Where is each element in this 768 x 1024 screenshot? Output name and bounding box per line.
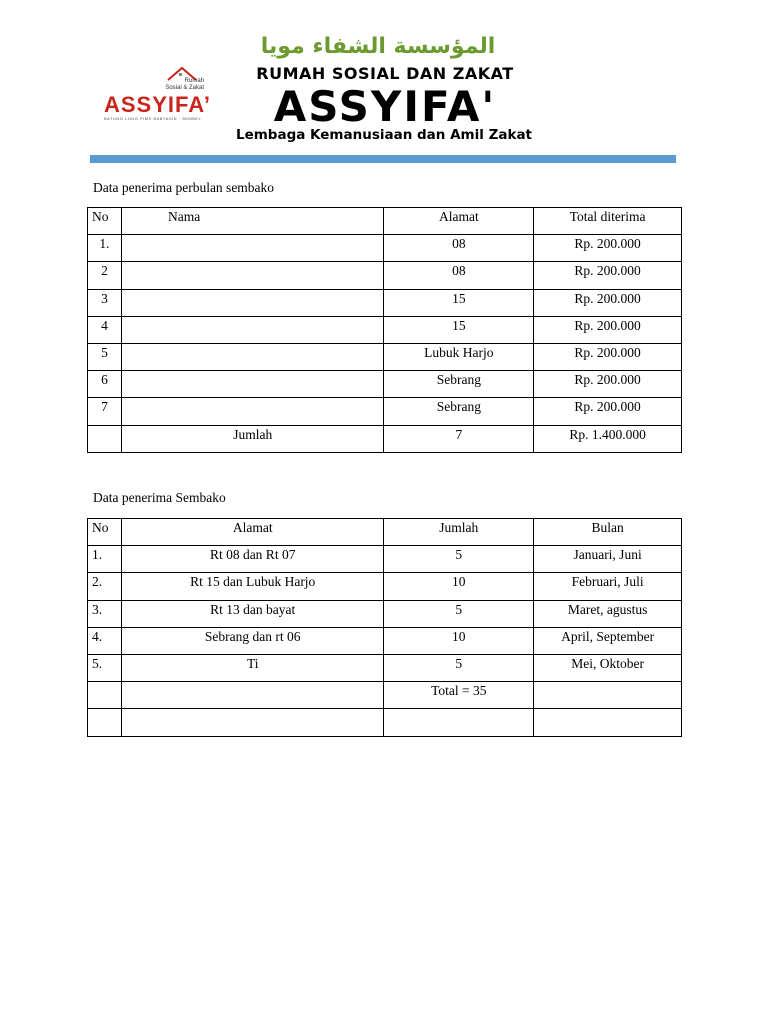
table-cell: 5: [384, 600, 534, 627]
table-cell: Rt 13 dan bayat: [121, 600, 383, 627]
table-cell: Jumlah: [121, 425, 384, 452]
table-row: [88, 600, 682, 627]
table-cell: Rp. 200.000: [534, 371, 682, 398]
table-cell: Rt 08 dan Rt 07: [121, 546, 383, 573]
table-row: [88, 627, 682, 654]
table-cell: 3: [88, 289, 122, 316]
table-cell: Rp. 200.000: [534, 343, 682, 370]
column-header: Jumlah: [384, 519, 534, 546]
logo-tagline: BATUNG LONG PIMS BABYASIN · SEMBEL: [104, 116, 202, 121]
column-header: Alamat: [384, 208, 534, 235]
table-row: [88, 709, 682, 736]
column-header: Bulan: [534, 519, 682, 546]
table-cell: 10: [384, 573, 534, 600]
brand-title: ASSYIFA': [273, 82, 497, 131]
assyifa-logo: [100, 64, 220, 124]
table-cell: 15: [384, 289, 534, 316]
table-row: [88, 546, 682, 573]
table-cell: [121, 289, 384, 316]
table-cell: [121, 709, 383, 736]
table-row: [88, 398, 682, 425]
table-cell: Rp. 200.000: [534, 262, 682, 289]
table-cell: [121, 316, 384, 343]
table-cell: 15: [384, 316, 534, 343]
column-header: No: [88, 208, 122, 235]
table-cell: Januari, Juni: [534, 546, 682, 573]
table-cell: Rp. 200.000: [534, 316, 682, 343]
table-row: [88, 289, 682, 316]
table-cell: Mei, Oktober: [534, 654, 682, 681]
table-cell: 5.: [88, 654, 122, 681]
table-cell: April, September: [534, 627, 682, 654]
table1-caption: Data penerima perbulan sembako: [93, 180, 275, 195]
table-row: [88, 343, 682, 370]
column-header: Total diterima: [534, 208, 682, 235]
table-cell: 2: [88, 262, 122, 289]
table-cell: 10: [384, 627, 534, 654]
table-cell: Rp. 1.400.000: [534, 425, 682, 452]
table-cell: [121, 262, 384, 289]
table-cell: 6: [88, 371, 122, 398]
table-cell: 08: [384, 262, 534, 289]
table-cell: 08: [384, 235, 534, 262]
table-cell: 1.: [88, 235, 122, 262]
table-cell: 5: [88, 343, 122, 370]
table-cell: [384, 709, 534, 736]
arabic-name: المؤسسة الشفاء مويا: [260, 34, 496, 59]
column-header: Nama: [121, 208, 384, 235]
table-cell: Ti: [121, 654, 383, 681]
table-cell: Total = 35: [384, 682, 534, 709]
table-cell: [121, 343, 384, 370]
org-line: RUMAH SOSIAL DAN ZAKAT: [256, 64, 514, 83]
table-row: [88, 573, 682, 600]
table-row: [88, 235, 682, 262]
letterhead: [0, 0, 768, 170]
table-cell: Rp. 200.000: [534, 235, 682, 262]
table-row: [88, 371, 682, 398]
table-cell: 2.: [88, 573, 122, 600]
table-cell: [121, 398, 384, 425]
table-cell: [88, 709, 122, 736]
table-cell: 7: [384, 425, 534, 452]
logo-small-line2: Sosial & Zakat: [165, 85, 204, 91]
table-cell: Maret, agustus: [534, 600, 682, 627]
header-row: [88, 519, 682, 546]
monthly-recipients-table: [87, 207, 682, 453]
table-cell: [534, 709, 682, 736]
table-cell: Rp. 200.000: [534, 289, 682, 316]
table-row: [88, 682, 682, 709]
logo-small-line1: Rumah: [184, 78, 204, 84]
table-cell: 7: [88, 398, 122, 425]
table-cell: Februari, Juli: [534, 573, 682, 600]
table-cell: Sebrang dan rt 06: [121, 627, 383, 654]
column-header: Alamat: [121, 519, 383, 546]
table-cell: [88, 682, 122, 709]
table-row: [88, 654, 682, 681]
table-cell: Rt 15 dan Lubuk Harjo: [121, 573, 383, 600]
sembako-recipients-table: [87, 518, 682, 737]
table-cell: 3.: [88, 600, 122, 627]
table-cell: [121, 682, 383, 709]
column-header: No: [88, 519, 122, 546]
table-row: [88, 262, 682, 289]
logo-brand: ASSYIFA’: [104, 92, 212, 117]
table-cell: [534, 682, 682, 709]
table-cell: [121, 371, 384, 398]
header-row: [88, 208, 682, 235]
table-row: [88, 316, 682, 343]
table-row: [88, 425, 682, 452]
table-cell: [88, 425, 122, 452]
table-cell: 4: [88, 316, 122, 343]
table2-caption: Data penerima Sembako: [93, 490, 226, 505]
table-cell: 5: [384, 654, 534, 681]
table-cell: Sebrang: [384, 371, 534, 398]
accent-divider: [90, 155, 676, 163]
org-subtitle: Lembaga Kemanusiaan dan Amil Zakat: [235, 127, 533, 143]
table-cell: Sebrang: [384, 398, 534, 425]
table-cell: [121, 235, 384, 262]
table-cell: Rp. 200.000: [534, 398, 682, 425]
table-cell: 4.: [88, 627, 122, 654]
table-cell: Lubuk Harjo: [384, 343, 534, 370]
table-cell: 5: [384, 546, 534, 573]
table-cell: 1.: [88, 546, 122, 573]
